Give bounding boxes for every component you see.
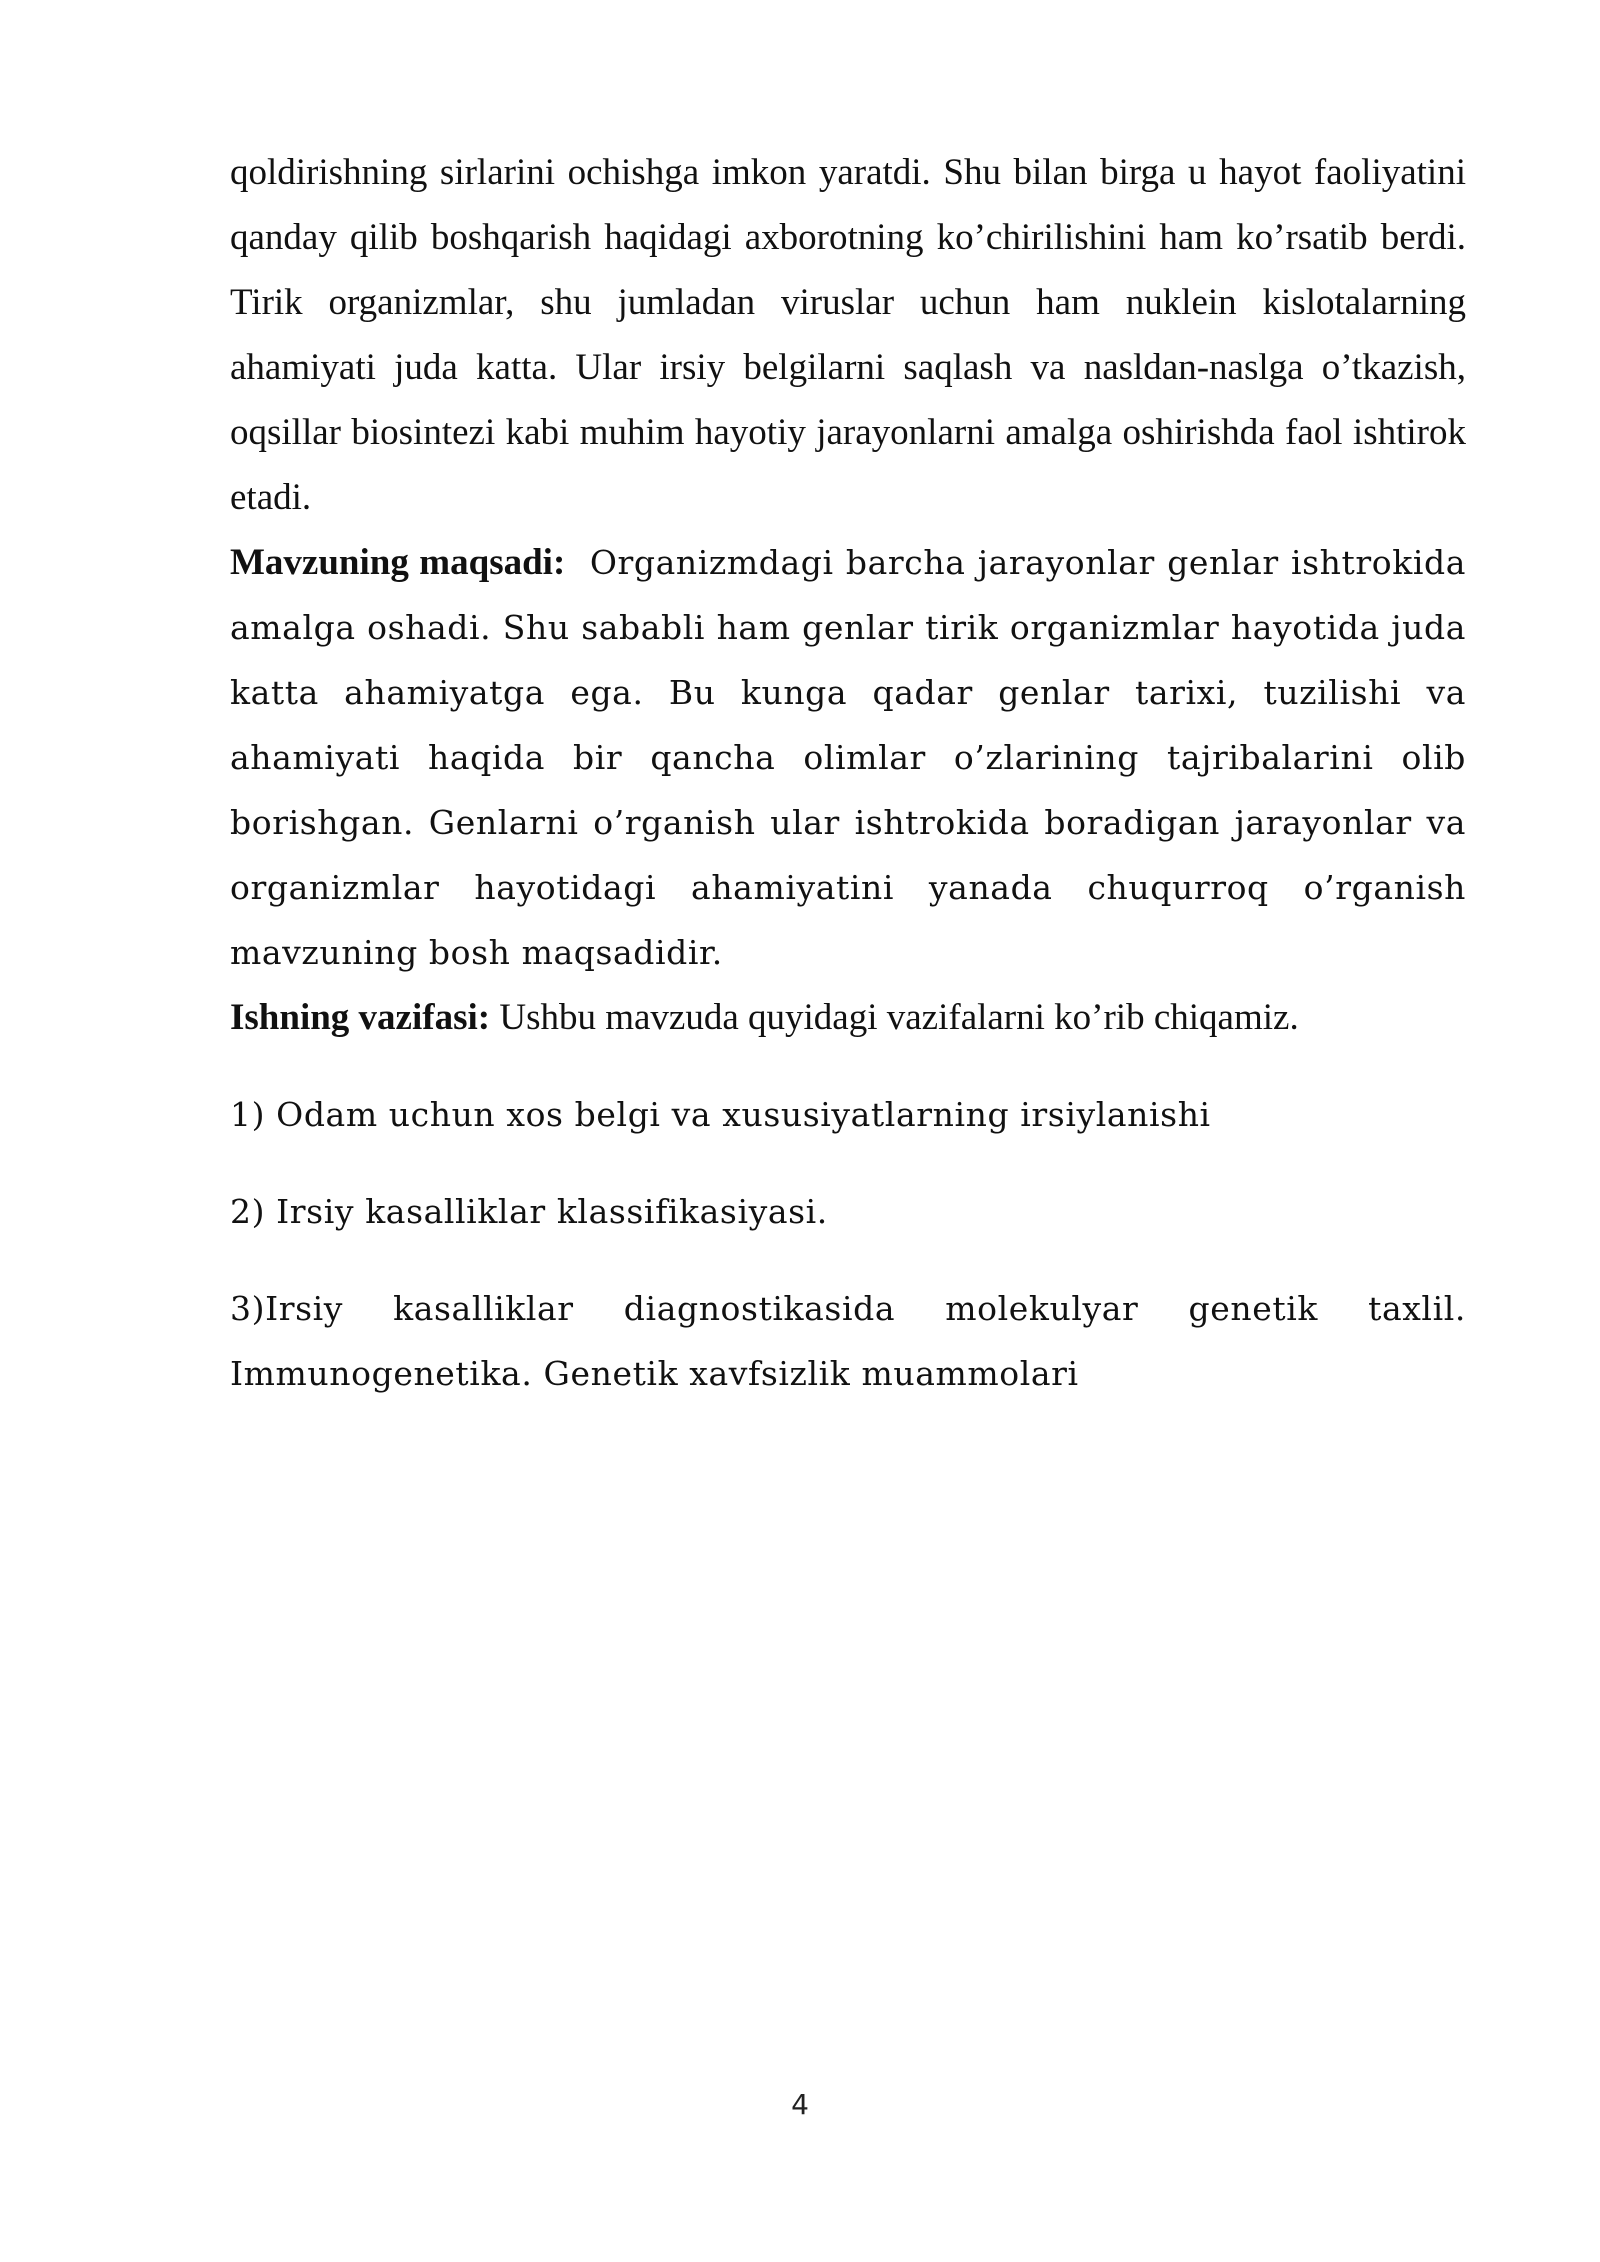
task-item-2: 2) Irsiy kasalliklar klassifikasiyasi. xyxy=(230,1192,828,1231)
task-paragraph xyxy=(230,985,1466,1050)
task-item-3: 3)Irsiy kasalliklar diagnostikasida molekulyar genetik taxlil. Immunogenetika. Genetik xavfsizlik muammolari xyxy=(230,1289,1466,1393)
page-number: 4 xyxy=(791,2088,809,2121)
goal-paragraph xyxy=(230,530,1466,985)
task-text: Ushbu mavzuda quyidagi vazifalarni ko’rib chiqamiz. xyxy=(499,997,1299,1038)
task-item-1: 1) Odam uchun xos belgi va xususiyatlarning irsiylanishi xyxy=(230,1095,1211,1134)
goal-text: Organizmdagi barcha jarayonlar genlar ishtrokida amalga oshadi. Shu sababli ham genlar tirik organizmlar hayotida juda katta ahamiyatga ega. Bu kunga qadar genlar tarixi, tuzilishi va ahamiyati haqida bir qancha olimlar o’zlarining tajribalarini olib borishgan. Genlarni o’rganish ular ishtrokida boradigan jarayonlar va organizmlar hayotidagi ahamiyatini yanada chuqurroq o’rganish mavzuning bosh maqsadidir. xyxy=(230,543,1466,972)
task-label: Ishning vazifasi: xyxy=(230,997,491,1038)
goal-label: Mavzuning maqsadi: xyxy=(230,542,566,583)
page-content xyxy=(230,140,1466,1406)
intro-paragraph: qoldirishning sirlarini ochishga imkon yaratdi. Shu bilan birga u hayot faoliyatini qanday qilib boshqarish haqidagi axborotning ko’chirilishini ham ko’rsatib berdi. Tirik organizmlar, shu jumladan viruslar uchun ham nuklein kislotalarning ahamiyati juda katta. Ular irsiy belgilarni saqlash va nasldan-naslga o’tkazish, oqsillar biosintezi kabi muhim hayotiy jarayonlarni amalga oshirishda faol ishtirok etadi. xyxy=(230,152,1466,518)
